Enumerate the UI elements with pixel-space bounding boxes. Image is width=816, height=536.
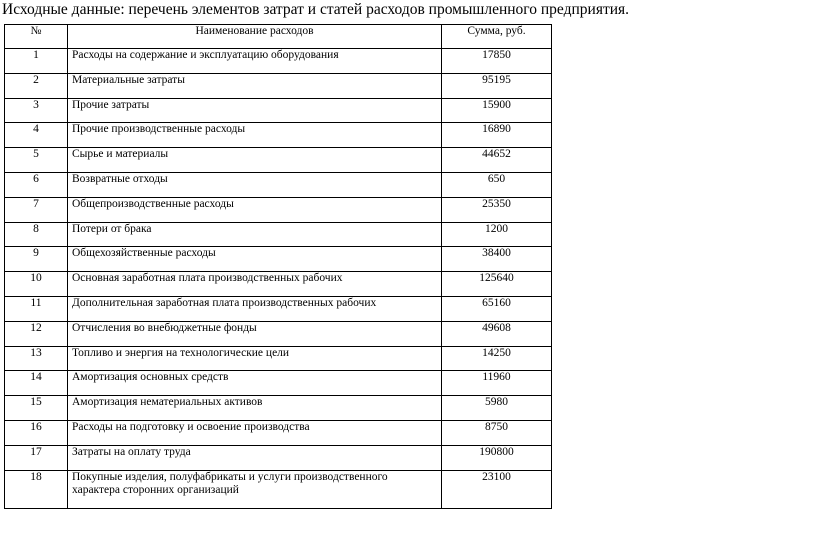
cell-number: 11 (5, 296, 68, 321)
cell-expense-name: Дополнительная заработная плата производственных рабочих (68, 296, 442, 321)
cell-number: 12 (5, 321, 68, 346)
cell-number: 6 (5, 172, 68, 197)
cell-expense-name: Топливо и энергия на технологические цели (68, 346, 442, 371)
cell-amount: 8750 (442, 420, 552, 445)
cell-expense-name: Амортизация основных средств (68, 371, 442, 396)
page-heading: Исходные данные: перечень элементов затрат и статей расходов промышленного предприятия. (2, 1, 630, 18)
cell-number: 4 (5, 123, 68, 148)
cell-expense-name: Расходы на содержание и эксплуатацию оборудования (68, 49, 442, 74)
column-header-sum: Сумма, руб. (442, 25, 552, 49)
cell-expense-name: Отчисления во внебюджетные фонды (68, 321, 442, 346)
cell-expense-name: Расходы на подготовку и освоение производства (68, 420, 442, 445)
table-row (5, 396, 552, 421)
cell-amount: 15900 (442, 98, 552, 123)
cell-expense-name: Общехозяйственные расходы (68, 247, 442, 272)
cell-number: 1 (5, 49, 68, 74)
cell-amount: 14250 (442, 346, 552, 371)
cell-amount: 11960 (442, 371, 552, 396)
column-header-number: № (5, 25, 68, 49)
cell-expense-name: Потери от брака (68, 222, 442, 247)
table-row (5, 371, 552, 396)
table-row (5, 296, 552, 321)
cell-number: 17 (5, 445, 68, 470)
table-row (5, 197, 552, 222)
cell-expense-name: Покупные изделия, полуфабрикаты и услуги производственного характера сторонних организаций (68, 470, 442, 508)
cell-expense-name: Амортизация нематериальных активов (68, 396, 442, 421)
cell-amount: 650 (442, 172, 552, 197)
cell-expense-name: Прочие производственные расходы (68, 123, 442, 148)
table-row (5, 420, 552, 445)
table-row (5, 445, 552, 470)
cell-amount: 49608 (442, 321, 552, 346)
cell-number: 7 (5, 197, 68, 222)
cell-amount: 95195 (442, 73, 552, 98)
cell-amount: 65160 (442, 296, 552, 321)
cell-expense-name: Основная заработная плата производственных рабочих (68, 272, 442, 297)
cell-amount: 5980 (442, 396, 552, 421)
table-row (5, 98, 552, 123)
cell-expense-name: Возвратные отходы (68, 172, 442, 197)
cell-amount: 44652 (442, 148, 552, 173)
cell-number: 10 (5, 272, 68, 297)
table-row (5, 272, 552, 297)
cell-amount: 25350 (442, 197, 552, 222)
table-row (5, 148, 552, 173)
table-header-row (5, 25, 552, 49)
cell-expense-name: Общепроизводственные расходы (68, 197, 442, 222)
cell-amount: 38400 (442, 247, 552, 272)
cell-amount: 125640 (442, 272, 552, 297)
cell-number: 13 (5, 346, 68, 371)
cell-expense-name: Материальные затраты (68, 73, 442, 98)
cell-number: 16 (5, 420, 68, 445)
column-header-name: Наименование расходов (68, 25, 442, 49)
cell-number: 15 (5, 396, 68, 421)
cell-number: 3 (5, 98, 68, 123)
cell-amount: 23100 (442, 470, 552, 508)
cell-amount: 16890 (442, 123, 552, 148)
cell-number: 2 (5, 73, 68, 98)
cell-number: 18 (5, 470, 68, 508)
table-row (5, 222, 552, 247)
cell-expense-name: Прочие затраты (68, 98, 442, 123)
table-row (5, 247, 552, 272)
cell-amount: 190800 (442, 445, 552, 470)
table-row (5, 321, 552, 346)
table-row (5, 172, 552, 197)
table-row (5, 49, 552, 74)
table-row (5, 123, 552, 148)
cell-amount: 17850 (442, 49, 552, 74)
cost-items-table (4, 24, 552, 509)
cell-number: 8 (5, 222, 68, 247)
cell-expense-name: Затраты на оплату труда (68, 445, 442, 470)
table-row (5, 73, 552, 98)
table-row (5, 346, 552, 371)
cell-expense-name: Сырье и материалы (68, 148, 442, 173)
cell-number: 14 (5, 371, 68, 396)
cell-number: 9 (5, 247, 68, 272)
cell-number: 5 (5, 148, 68, 173)
table-row (5, 470, 552, 508)
cell-amount: 1200 (442, 222, 552, 247)
